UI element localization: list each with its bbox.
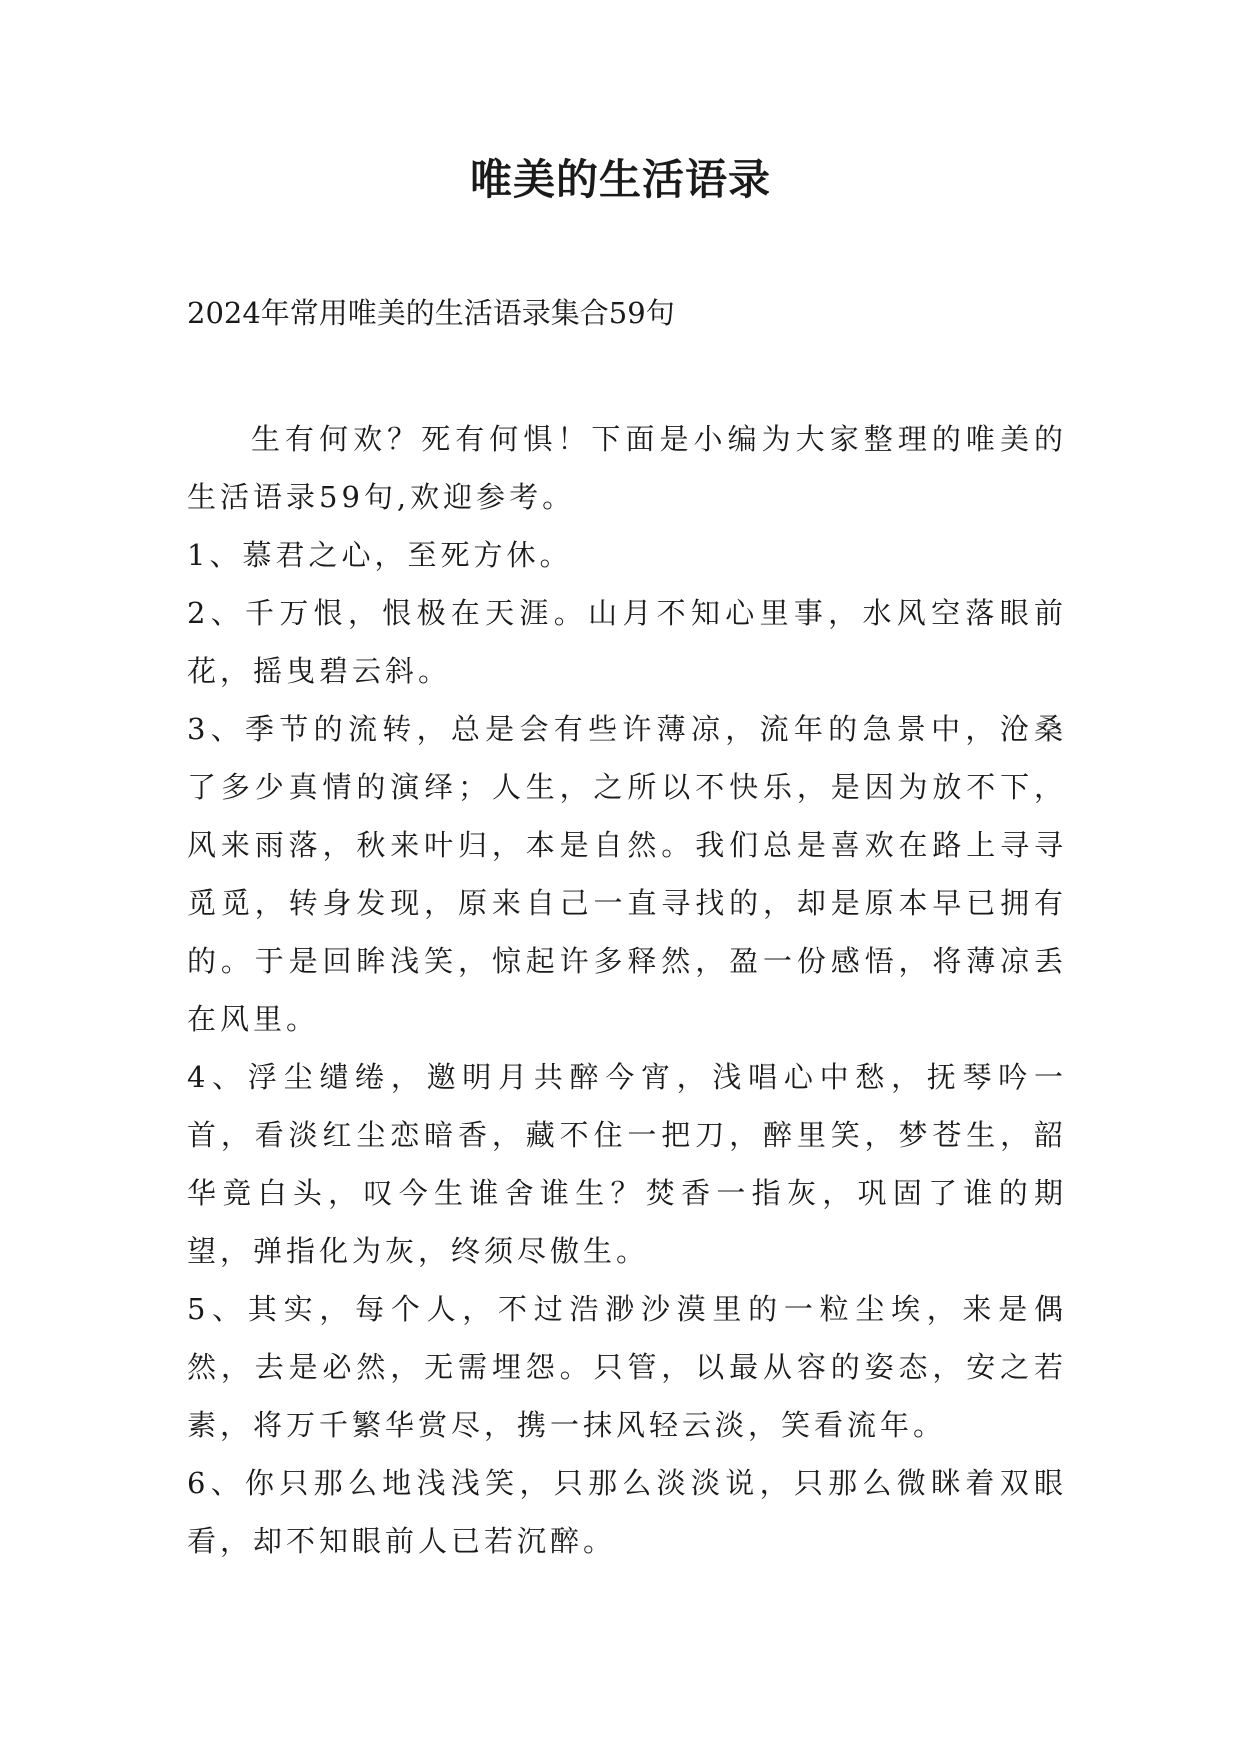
quote-item-3: 3、季节的流转，总是会有些许薄凉，流年的急景中，沧桑了多少真情的演绎；人生，之所以不快乐，是因为放不下，风来雨落，秋来叶归，本是自然。我们总是喜欢在路上寻寻觅觅，转身发现，原来自己一直寻找的，却是原本早已拥有的。于是回眸浅笑，惊起许多释然，盈一份感悟，将薄凉丢在风里。	[187, 712, 1067, 1036]
quote-item-2: 2、千万恨，恨极在天涯。山月不知心里事，水风空落眼前花，摇曳碧云斜。	[187, 596, 1067, 688]
document-subtitle: 2024年常用唯美的生活语录集合59句	[187, 296, 675, 330]
intro-paragraph: 生有何欢？死有何惧！下面是小编为大家整理的唯美的生活语录59句,欢迎参考。	[187, 422, 1067, 514]
quote-item-1: 1、慕君之心，至死方休。	[187, 538, 573, 572]
quote-item-4: 4、浮尘缱绻，邀明月共醉今宵，浅唱心中愁，抚琴吟一首，看淡红尘恋暗香，藏不住一把刀，醉里笑，梦苍生，韶华竟白头，叹今生谁舍谁生？焚香一指灰，巩固了谁的期望，弹指化为灰，终须尽傲生。	[187, 1060, 1067, 1268]
quote-item-6: 6、你只那么地浅浅笑，只那么淡淡说，只那么微眯着双眼看，却不知眼前人已若沉醉。	[187, 1466, 1067, 1558]
document-body	[187, 410, 1067, 1570]
document-title: 唯美的生活语录	[469, 155, 771, 204]
quote-item-5: 5、其实，每个人，不过浩渺沙漠里的一粒尘埃，来是偶然，去是必然，无需埋怨。只管，以最从容的姿态，安之若素，将万千繁华赏尽，携一抹风轻云淡，笑看流年。	[187, 1292, 1067, 1442]
